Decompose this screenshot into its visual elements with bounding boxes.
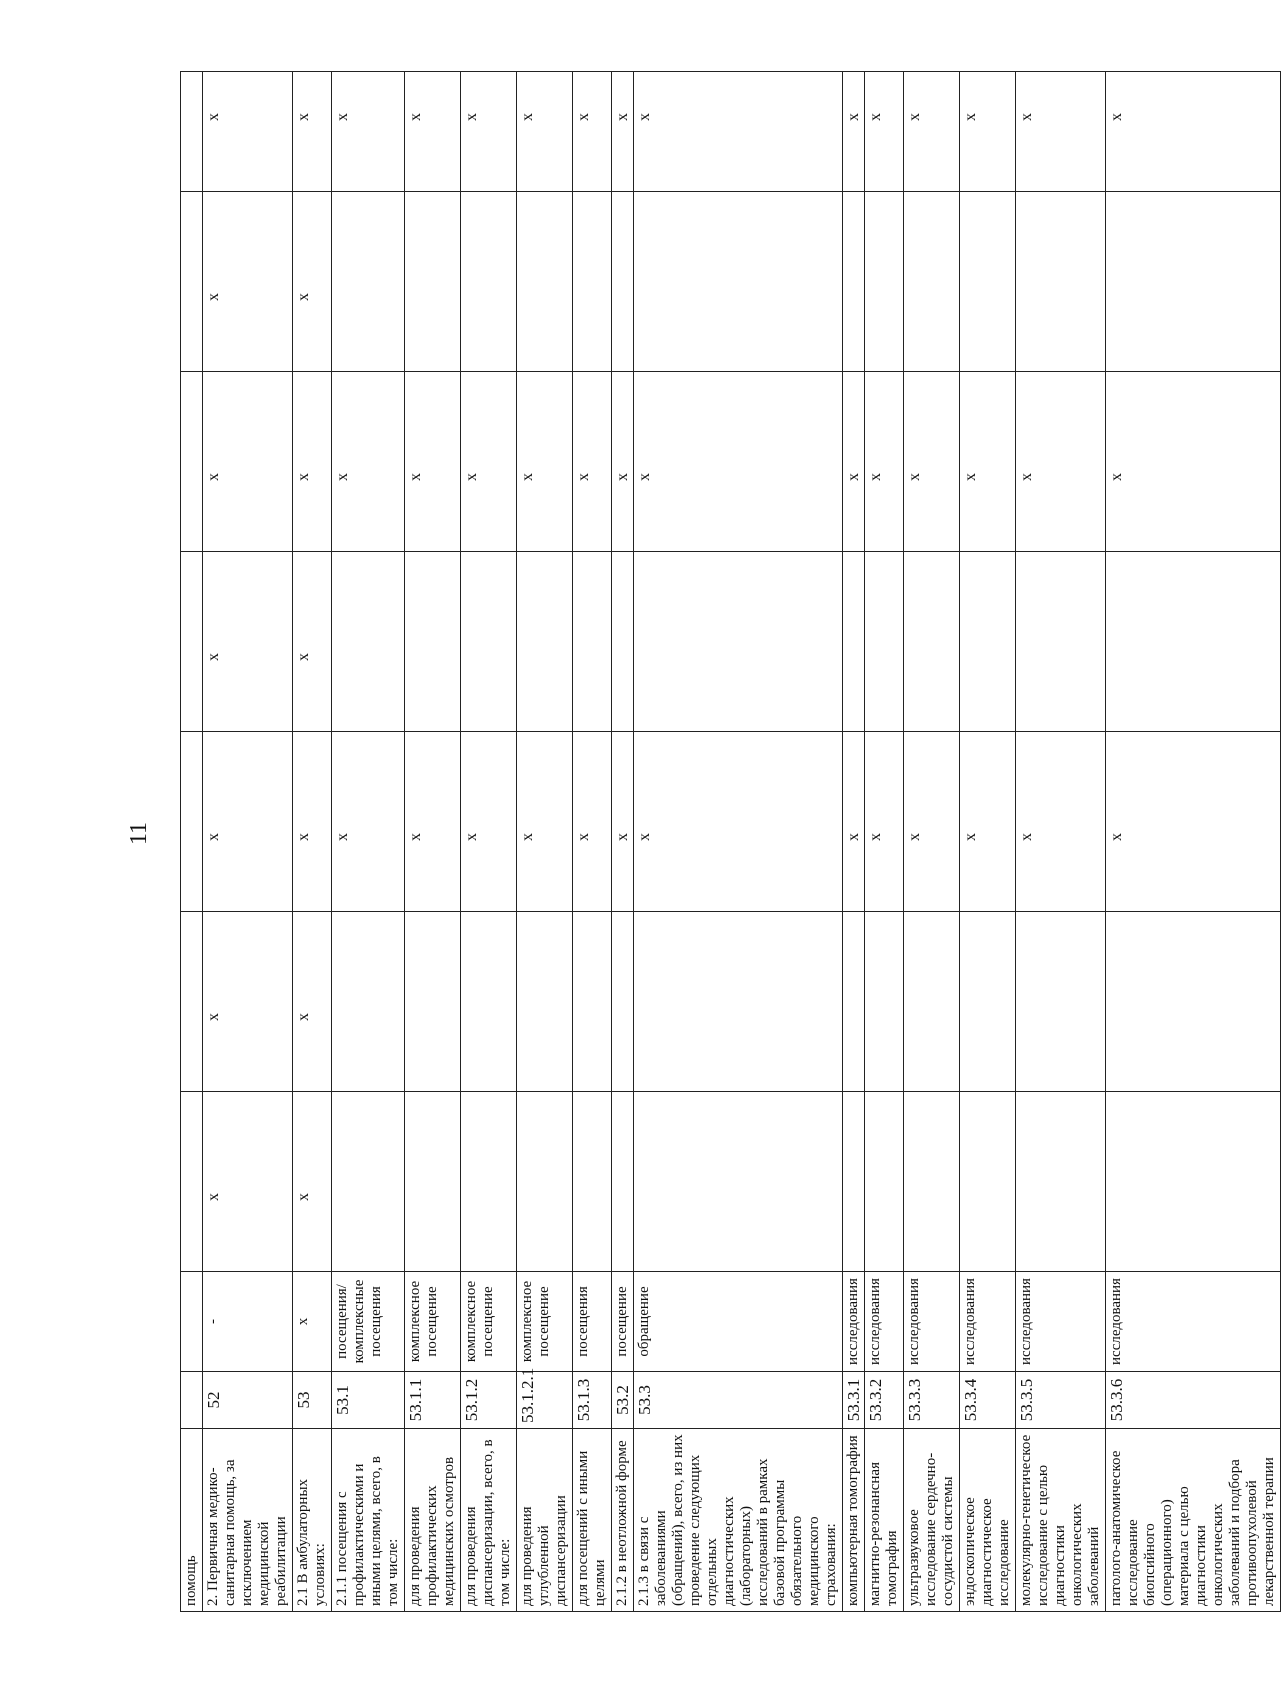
value-cell: [960, 552, 1016, 732]
table-row: [1016, 72, 1106, 1612]
row-code-cell: 53.3.1: [843, 1372, 865, 1429]
value-cell: [612, 912, 634, 1092]
row-name-cell: 2.1.2 в неотложной форме: [612, 1429, 634, 1612]
row-code-cell: 53.1: [332, 1372, 405, 1429]
value-cell: [573, 912, 612, 1092]
value-cell: [904, 1092, 960, 1272]
row-code-cell: 53.1.1: [405, 1372, 461, 1429]
value-cell: x: [203, 72, 293, 192]
value-cell: [843, 1092, 865, 1272]
value-cell: x: [865, 372, 904, 552]
value-cell: x: [634, 72, 843, 192]
value-cell: x: [461, 732, 517, 912]
value-cell: x: [843, 732, 865, 912]
value-cell: x: [332, 72, 405, 192]
row-code-cell: 52: [203, 1372, 293, 1429]
row-unit-cell: исследования: [904, 1272, 960, 1372]
value-cell: [1106, 912, 1281, 1092]
table-row: [904, 72, 960, 1612]
table-row: [1106, 72, 1281, 1612]
row-name-cell: компьютерная томография: [843, 1429, 865, 1612]
row-unit-cell: исследования: [843, 1272, 865, 1372]
value-cell: x: [203, 552, 293, 732]
table-row: [181, 72, 203, 1612]
table-row: [865, 72, 904, 1612]
value-cell: x: [573, 72, 612, 192]
row-code-cell: 53.1.3: [573, 1372, 612, 1429]
value-cell: [1106, 552, 1281, 732]
value-cell: x: [405, 732, 461, 912]
row-unit-cell: [181, 1272, 203, 1372]
value-cell: [865, 1092, 904, 1272]
row-unit-cell: -: [203, 1272, 293, 1372]
value-cell: [1016, 192, 1106, 372]
value-cell: x: [203, 732, 293, 912]
value-cell: [960, 1092, 1016, 1272]
value-cell: [1016, 1092, 1106, 1272]
value-cell: [405, 912, 461, 1092]
value-cell: [612, 1092, 634, 1272]
table-row: [332, 72, 405, 1612]
value-cell: x: [865, 732, 904, 912]
value-cell: [865, 192, 904, 372]
value-cell: [461, 912, 517, 1092]
row-unit-cell: исследования: [1016, 1272, 1106, 1372]
row-unit-cell: посещение: [612, 1272, 634, 1372]
value-cell: [461, 1092, 517, 1272]
value-cell: [612, 552, 634, 732]
row-name-cell: молекулярно-генетическое исследование с целью диагностики онкологических заболеваний: [1016, 1429, 1106, 1612]
row-unit-cell: комплексное посещение: [405, 1272, 461, 1372]
row-name-cell: патолого-анатомическое исследование биопсийного (операционного) материала с целью диагностики онкологических заболеваний и подбора противоопухолевой лекарственной терапии: [1106, 1429, 1281, 1612]
table-row: [843, 72, 865, 1612]
value-cell: [904, 552, 960, 732]
value-cell: [573, 552, 612, 732]
table-row: [573, 72, 612, 1612]
row-code-cell: [181, 1372, 203, 1429]
value-cell: x: [405, 372, 461, 552]
value-cell: [332, 192, 405, 372]
value-cell: x: [1106, 72, 1281, 192]
value-cell: x: [612, 732, 634, 912]
value-cell: [332, 1092, 405, 1272]
row-name-cell: 2. Первичная медико-санитарная помощь, за исключением медицинской реабилитации: [203, 1429, 293, 1612]
row-unit-cell: комплексное посещение: [461, 1272, 517, 1372]
value-cell: [181, 552, 203, 732]
row-code-cell: 53.3: [634, 1372, 843, 1429]
value-cell: [181, 372, 203, 552]
table-row: [612, 72, 634, 1612]
row-name-cell: для посещений с иными целями: [573, 1429, 612, 1612]
table-row: [293, 72, 332, 1612]
value-cell: [1016, 552, 1106, 732]
value-cell: x: [293, 1092, 332, 1272]
table-row: [405, 72, 461, 1612]
value-cell: x: [293, 192, 332, 372]
rotated-table-container: [180, 72, 1277, 1612]
row-code-cell: 53.3.2: [865, 1372, 904, 1429]
row-code-cell: 53.2: [612, 1372, 634, 1429]
value-cell: [612, 192, 634, 372]
table-row: [203, 72, 293, 1612]
row-code-cell: 53: [293, 1372, 332, 1429]
value-cell: x: [461, 72, 517, 192]
value-cell: [634, 552, 843, 732]
table-row: [517, 72, 573, 1612]
value-cell: [1106, 1092, 1281, 1272]
value-cell: x: [293, 72, 332, 192]
value-cell: [332, 552, 405, 732]
row-code-cell: 53.3.3: [904, 1372, 960, 1429]
value-cell: x: [573, 732, 612, 912]
row-name-cell: эндоскопическое диагностическое исследование: [960, 1429, 1016, 1612]
row-name-cell: магнитно-резонансная томография: [865, 1429, 904, 1612]
value-cell: [181, 72, 203, 192]
value-cell: x: [634, 372, 843, 552]
value-cell: [405, 192, 461, 372]
row-unit-cell: комплексное посещение: [517, 1272, 573, 1372]
value-cell: x: [904, 72, 960, 192]
value-cell: x: [461, 372, 517, 552]
row-name-cell: 2.1.3 в связи с заболеваниями (обращений), всего, из них проведение следующих отдельных диагностических (лабораторных) исследований в рамках базовой программы обязательного медицинского страхования:: [634, 1429, 843, 1612]
value-cell: x: [517, 372, 573, 552]
value-cell: [960, 912, 1016, 1092]
value-cell: x: [293, 552, 332, 732]
value-cell: [573, 192, 612, 372]
value-cell: x: [904, 372, 960, 552]
value-cell: x: [865, 72, 904, 192]
row-unit-cell: посещения/ комплексные посещения: [332, 1272, 405, 1372]
value-cell: [181, 192, 203, 372]
table-body: [181, 72, 1281, 1612]
value-cell: x: [960, 72, 1016, 192]
table-row: [960, 72, 1016, 1612]
value-cell: [405, 552, 461, 732]
row-unit-cell: исследования: [960, 1272, 1016, 1372]
row-code-cell: 53.1.2: [461, 1372, 517, 1429]
value-cell: [1016, 912, 1106, 1092]
value-cell: [181, 912, 203, 1092]
value-cell: x: [960, 372, 1016, 552]
value-cell: x: [1016, 372, 1106, 552]
value-cell: x: [843, 372, 865, 552]
row-unit-cell: x: [293, 1272, 332, 1372]
value-cell: [517, 192, 573, 372]
row-name-cell: 2.1.1 посещения с профилактическими и иными целями, всего, в том числе:: [332, 1429, 405, 1612]
value-cell: x: [293, 372, 332, 552]
value-cell: [960, 192, 1016, 372]
row-code-cell: 53.3.6: [1106, 1372, 1281, 1429]
row-code-cell: 53.3.4: [960, 1372, 1016, 1429]
table-row: [461, 72, 517, 1612]
row-name-cell: для проведения углубленной диспансеризации: [517, 1429, 573, 1612]
value-cell: x: [203, 372, 293, 552]
row-unit-cell: исследования: [865, 1272, 904, 1372]
table-row: [634, 72, 843, 1612]
value-cell: x: [904, 732, 960, 912]
value-cell: x: [405, 72, 461, 192]
value-cell: x: [1016, 72, 1106, 192]
value-cell: [634, 1092, 843, 1272]
value-cell: [461, 192, 517, 372]
value-cell: [865, 552, 904, 732]
value-cell: x: [573, 372, 612, 552]
value-cell: x: [203, 192, 293, 372]
row-code-cell: 53.1.2.1: [517, 1372, 573, 1429]
value-cell: [517, 1092, 573, 1272]
value-cell: x: [517, 72, 573, 192]
value-cell: [405, 1092, 461, 1272]
value-cell: x: [634, 732, 843, 912]
value-cell: [517, 552, 573, 732]
value-cell: [461, 552, 517, 732]
value-cell: x: [293, 912, 332, 1092]
row-unit-cell: исследования: [1106, 1272, 1281, 1372]
value-cell: [843, 552, 865, 732]
value-cell: [332, 912, 405, 1092]
value-cell: [1106, 192, 1281, 372]
row-name-cell: для проведения диспансеризации, всего, в том числе:: [461, 1429, 517, 1612]
value-cell: x: [612, 372, 634, 552]
value-cell: [843, 192, 865, 372]
value-cell: x: [332, 732, 405, 912]
value-cell: [181, 732, 203, 912]
value-cell: [865, 912, 904, 1092]
value-cell: x: [517, 732, 573, 912]
value-cell: x: [293, 732, 332, 912]
value-cell: [904, 912, 960, 1092]
value-cell: [181, 1092, 203, 1272]
value-cell: x: [843, 72, 865, 192]
value-cell: [634, 192, 843, 372]
value-cell: [517, 912, 573, 1092]
row-name-cell: для проведения профилактических медицинских осмотров: [405, 1429, 461, 1612]
value-cell: [634, 912, 843, 1092]
value-cell: x: [332, 372, 405, 552]
value-cell: [573, 1092, 612, 1272]
value-cell: [843, 912, 865, 1092]
row-unit-cell: посещения: [573, 1272, 612, 1372]
row-code-cell: 53.3.5: [1016, 1372, 1106, 1429]
value-cell: x: [203, 912, 293, 1092]
row-unit-cell: обращение: [634, 1272, 843, 1372]
page-number: 11: [126, 821, 153, 846]
value-cell: x: [203, 1092, 293, 1272]
value-cell: x: [1016, 732, 1106, 912]
row-name-cell: ультразвуковое исследование сердечно-сосудистой системы: [904, 1429, 960, 1612]
row-name-cell: 2.1 В амбулаторных условиях:: [293, 1429, 332, 1612]
value-cell: [904, 192, 960, 372]
value-cell: x: [612, 72, 634, 192]
budget-table: [180, 71, 1281, 1612]
value-cell: x: [960, 732, 1016, 912]
value-cell: x: [1106, 732, 1281, 912]
row-name-cell: помощь: [181, 1429, 203, 1612]
value-cell: x: [1106, 372, 1281, 552]
